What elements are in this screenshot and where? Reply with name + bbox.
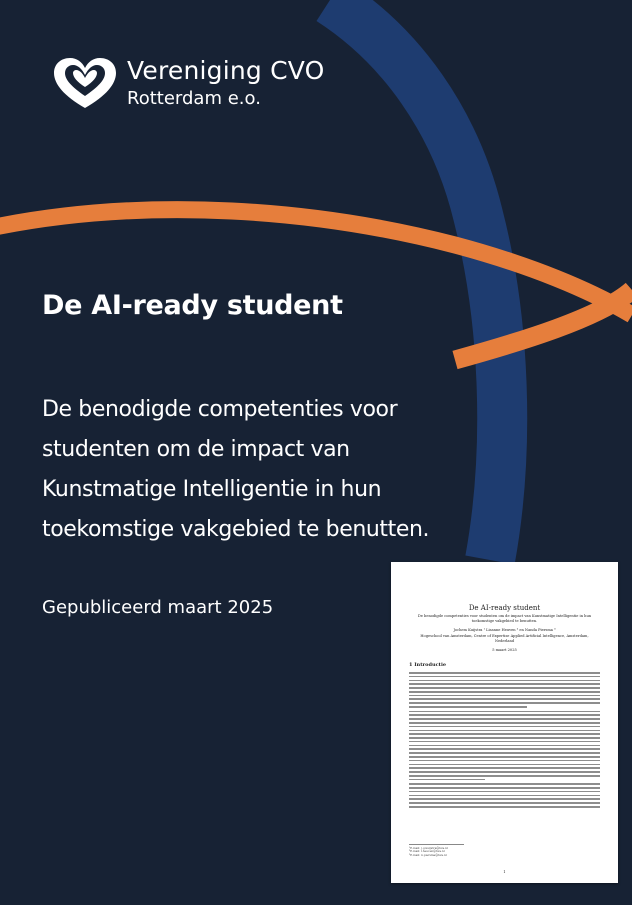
text-line	[409, 764, 600, 766]
paper-page-number: 1	[503, 870, 506, 874]
cover-subtitle-line: Kunstmatige Intelligentie in hun	[42, 477, 382, 502]
text-line	[409, 771, 600, 773]
text-line	[409, 702, 600, 704]
text-line	[409, 760, 600, 762]
paper-affiliation: Hogeschool van Amsterdam, Centre of Expertise Applied Artificial Intelligence, Amsterdam, Nederland	[420, 634, 589, 643]
publication-date: Gepubliceerd maart 2025	[42, 597, 274, 618]
text-line	[409, 806, 600, 808]
cover-title: De AI-ready student	[42, 290, 343, 321]
text-line	[409, 795, 600, 797]
paper-subtitle: De benodigde competenties voor studenten om de impact van Kunstmatige Intelligentie in hun toekomstige vakgebied te benutten.	[417, 614, 592, 623]
paper-preview	[391, 562, 618, 883]
paper-title: De AI-ready student	[468, 604, 541, 612]
organization-name: Vereniging CVO	[127, 56, 325, 85]
text-line	[409, 802, 600, 804]
paper-section-heading: 1 Introductie	[409, 662, 447, 668]
text-line	[409, 730, 600, 732]
organization-subtitle: Rotterdam e.o.	[127, 88, 261, 109]
paper-footnotes	[409, 844, 600, 857]
cover-subtitle-line: toekomstige vakgebied te benutten.	[42, 517, 430, 542]
text-line	[409, 791, 600, 793]
text-line	[409, 698, 600, 700]
text-line	[409, 683, 600, 685]
footnote: ²E-mail: l.heuven@hva.nl	[409, 849, 445, 854]
text-line	[409, 756, 600, 758]
text-line	[409, 726, 600, 728]
text-line	[409, 672, 600, 674]
text-line	[409, 775, 600, 777]
cover-subtitle-line: De benodigde competenties voor	[42, 397, 398, 422]
footnote: ³E-mail: n.piersma@hva.nl	[409, 852, 447, 857]
cover-subtitle-line: studenten om de impact van	[42, 437, 350, 462]
text-line	[409, 745, 600, 747]
paper-body-text	[409, 672, 600, 811]
text-line	[409, 741, 600, 743]
text-line	[409, 783, 600, 785]
organization-logo	[52, 52, 325, 116]
text-line	[409, 687, 600, 689]
text-line	[409, 714, 600, 716]
heart-logo-icon	[52, 56, 118, 110]
text-line	[409, 752, 600, 754]
text-line	[409, 779, 485, 781]
paper-authors: Jochem Kuijstra ¹ Lisanne Heuven ² en Nanda Piersma ³	[453, 628, 556, 632]
text-line	[409, 691, 600, 693]
text-line	[409, 733, 600, 735]
paper-paragraph	[409, 711, 600, 781]
footnote: ¹E-mail: j.g.kuijstra@hva.nl	[409, 845, 448, 850]
text-line	[409, 787, 600, 789]
text-line	[409, 722, 600, 724]
text-line	[409, 718, 600, 720]
paper-paragraph	[409, 672, 600, 708]
text-line	[409, 680, 600, 682]
text-line	[409, 798, 600, 800]
paper-date: 5 maart 2025	[492, 648, 517, 652]
text-line	[409, 695, 600, 697]
text-line	[409, 676, 600, 678]
text-line	[409, 711, 600, 713]
text-line	[409, 737, 600, 739]
text-line	[409, 767, 600, 769]
text-line	[409, 748, 600, 750]
footnote-rule	[409, 844, 464, 845]
paper-paragraph	[409, 783, 600, 807]
text-line	[409, 706, 527, 708]
cover-subtitle	[42, 390, 482, 550]
